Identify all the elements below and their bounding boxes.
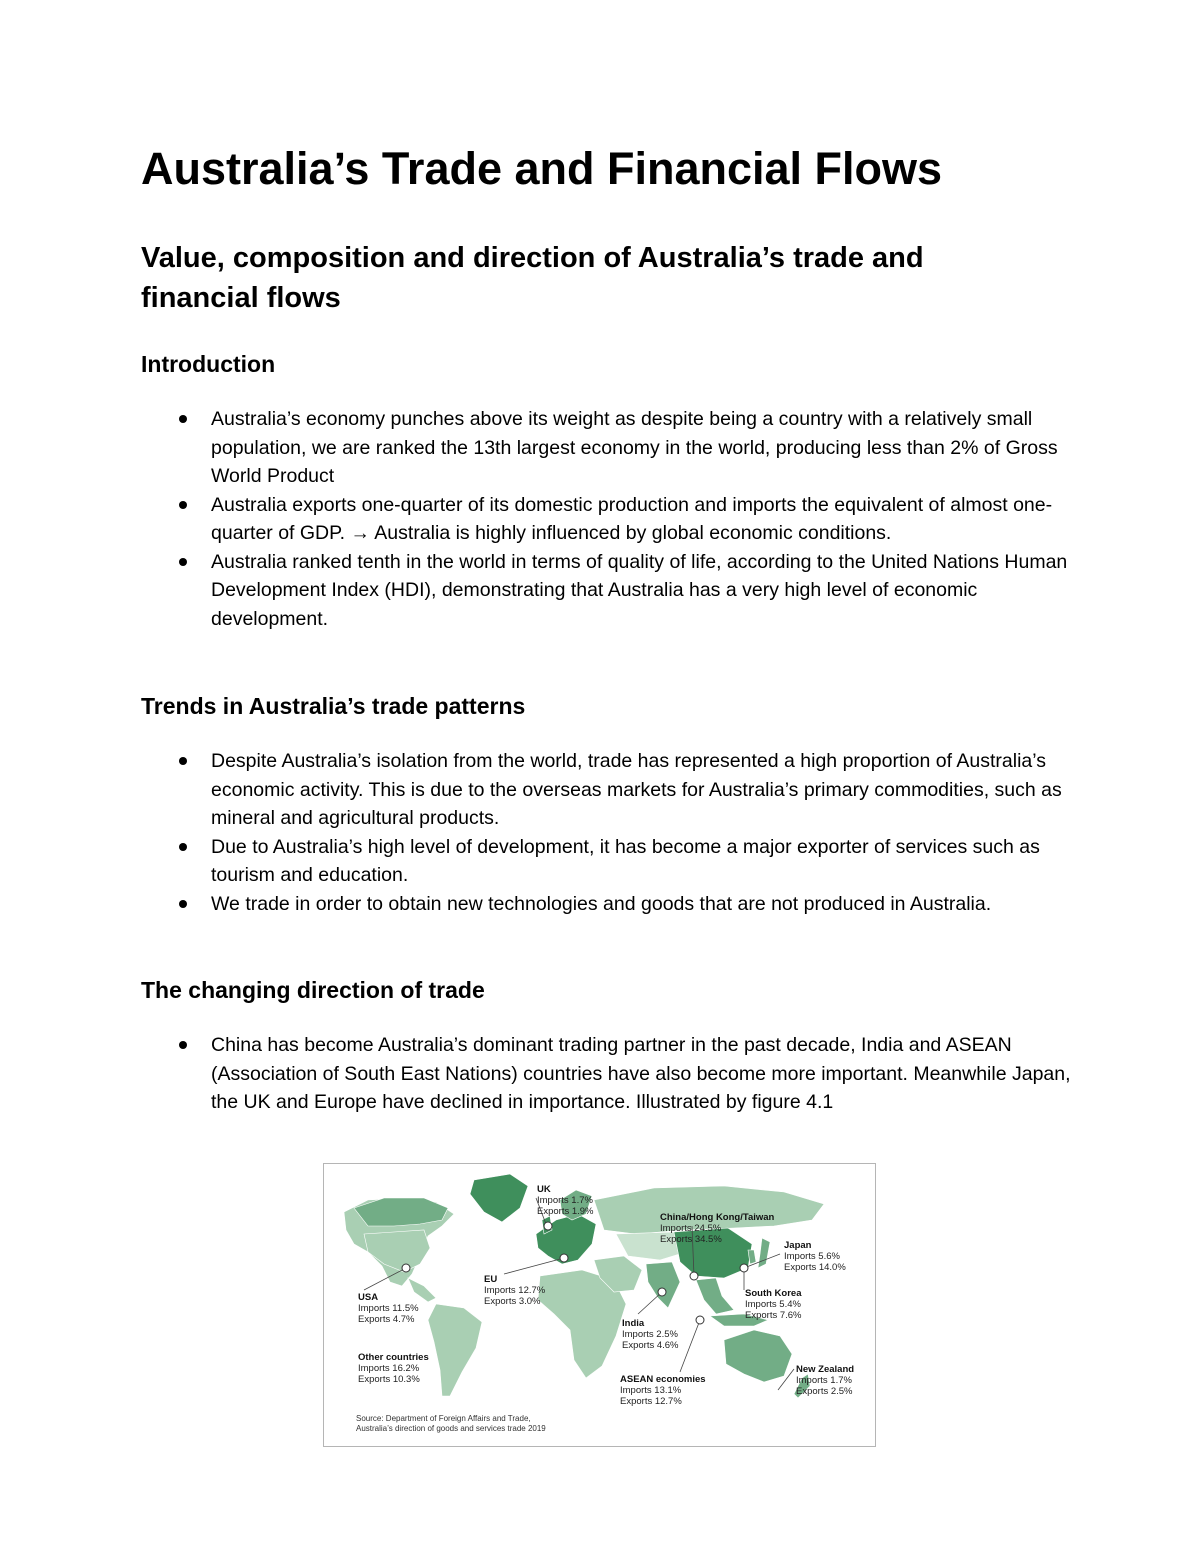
marker-india bbox=[658, 1288, 666, 1296]
figure-source-note bbox=[356, 1414, 546, 1434]
label-asean-imports: Imports 13.1% bbox=[620, 1385, 682, 1396]
map-australia bbox=[724, 1330, 792, 1382]
list-item-text: We trade in order to obtain new technologies and goods that are not produced in Australia. bbox=[211, 892, 992, 915]
direction-list bbox=[141, 1031, 1071, 1117]
figure-source-line-1: Source: Department of Foreign Affairs and Trade, bbox=[356, 1414, 531, 1423]
label-new-zealand-exports: Exports 2.5% bbox=[796, 1386, 853, 1397]
bullet-icon bbox=[179, 900, 187, 908]
label-uk-exports: Exports 1.9% bbox=[537, 1206, 594, 1217]
label-south-korea-name: South Korea bbox=[745, 1288, 802, 1299]
trends-list bbox=[141, 747, 1071, 918]
map-greenland bbox=[470, 1174, 528, 1222]
label-usa-name: USA bbox=[358, 1292, 379, 1303]
label-usa-exports: Exports 4.7% bbox=[358, 1314, 415, 1325]
map-southeast-asia bbox=[696, 1278, 734, 1314]
label-usa-imports: Imports 11.5% bbox=[358, 1303, 419, 1314]
callout-line-india bbox=[638, 1292, 662, 1314]
list-item bbox=[141, 1031, 1071, 1117]
bullet-icon bbox=[179, 558, 187, 566]
list-item-text: China has become Australia’s dominant trading partner in the past decade, India and ASEAN (Association of South East Nations) countries have also become more important. Meanwhile Japan, the UK and Europe have declined in importance. Illustrated by figure 4.1 bbox=[211, 1034, 1071, 1113]
bullet-icon bbox=[179, 843, 187, 851]
label-japan bbox=[784, 1240, 846, 1273]
marker-usa bbox=[402, 1264, 410, 1272]
label-south-korea-imports: Imports 5.4% bbox=[745, 1299, 801, 1310]
list-item bbox=[141, 833, 1071, 890]
label-south-korea bbox=[745, 1288, 802, 1321]
list-item-text: Due to Australia’s high level of development, it has become a major exporter of services such as tourism and education. bbox=[211, 835, 1040, 886]
bullet-icon bbox=[179, 757, 187, 765]
label-new-zealand bbox=[796, 1364, 854, 1397]
list-item bbox=[141, 548, 1071, 634]
marker-japan bbox=[740, 1264, 748, 1272]
introduction-list bbox=[141, 405, 1071, 633]
marker-eu bbox=[560, 1254, 568, 1262]
label-eu-exports: Exports 3.0% bbox=[484, 1296, 541, 1307]
list-item-text: Australia exports one-quarter of its domestic production and imports the equivalent of almost one-quarter of GDP. → Australia is highly influenced by global economic conditions. bbox=[211, 493, 1053, 544]
figure-source-line-2: Australia’s direction of goods and services trade 2019 bbox=[356, 1424, 546, 1433]
label-south-korea-exports: Exports 7.6% bbox=[745, 1310, 802, 1321]
map-south-america bbox=[428, 1304, 482, 1396]
label-new-zealand-name: New Zealand bbox=[796, 1364, 855, 1375]
label-uk bbox=[537, 1184, 594, 1217]
label-asean-name: ASEAN economies bbox=[620, 1374, 706, 1385]
document-subtitle: Value, composition and direction of Australia’s trade and financial flows bbox=[141, 242, 924, 314]
trade-partners-map-figure bbox=[323, 1163, 876, 1447]
section-heading-trends: Trends in Australia’s trade patterns bbox=[141, 693, 526, 719]
label-india-name: India bbox=[622, 1318, 645, 1329]
label-japan-name: Japan bbox=[784, 1240, 812, 1251]
label-india-imports: Imports 2.5% bbox=[622, 1329, 678, 1340]
list-item bbox=[141, 890, 1071, 919]
label-eu-imports: Imports 12.7% bbox=[484, 1285, 546, 1296]
label-japan-exports: Exports 14.0% bbox=[784, 1262, 846, 1273]
list-item bbox=[141, 491, 1071, 548]
label-other-countries-exports: Exports 10.3% bbox=[358, 1374, 420, 1385]
callout-line-asean bbox=[680, 1320, 700, 1372]
label-uk-name: UK bbox=[537, 1184, 551, 1195]
label-asean-exports: Exports 12.7% bbox=[620, 1396, 682, 1407]
map-usa bbox=[364, 1230, 430, 1272]
document-title: Australia’s Trade and Financial Flows bbox=[141, 143, 943, 194]
list-item-text: Australia ranked tenth in the world in terms of quality of life, according to the United Nations Human Development Index (HDI), demonstrating that Australia has a very high level of economic development. bbox=[211, 550, 1068, 630]
list-item-text: Australia’s economy punches above its weight as despite being a country with a relatively small population, we are ranked the 13th largest economy in the world, producing less than 2% of Gross World Product bbox=[211, 408, 1058, 487]
label-japan-imports: Imports 5.6% bbox=[784, 1251, 840, 1262]
label-eu-name: EU bbox=[484, 1274, 498, 1285]
label-china bbox=[660, 1212, 774, 1245]
marker-china bbox=[690, 1272, 698, 1280]
label-usa bbox=[358, 1292, 419, 1325]
list-item bbox=[141, 405, 1071, 491]
label-uk-imports: Imports 1.7% bbox=[537, 1195, 593, 1206]
label-india-exports: Exports 4.6% bbox=[622, 1340, 679, 1351]
label-china-exports: Exports 34.5% bbox=[660, 1234, 722, 1245]
bullet-icon bbox=[179, 501, 187, 509]
label-other-countries-name: Other countries bbox=[358, 1352, 429, 1363]
label-eu bbox=[484, 1274, 545, 1307]
bullet-icon bbox=[179, 415, 187, 423]
section-heading-introduction: Introduction bbox=[141, 351, 276, 377]
label-china-imports: Imports 24.5% bbox=[660, 1223, 722, 1234]
label-china-name: China/Hong Kong/Taiwan bbox=[660, 1212, 775, 1223]
section-heading-direction: The changing direction of trade bbox=[141, 977, 485, 1003]
label-india bbox=[622, 1318, 679, 1351]
marker-asean bbox=[696, 1316, 704, 1324]
label-asean bbox=[620, 1374, 706, 1407]
list-item bbox=[141, 747, 1071, 833]
marker-uk bbox=[544, 1222, 552, 1230]
bullet-icon bbox=[179, 1041, 187, 1049]
list-item-text: Despite Australia’s isolation from the world, trade has represented a high proportion of Australia’s economic activity. This is due to the overseas markets for Australia’s primary commodities, such as mineral and agricultural products. bbox=[211, 750, 1062, 829]
callout-line-eu bbox=[504, 1258, 564, 1274]
label-other-countries bbox=[358, 1352, 429, 1385]
label-other-countries-imports: Imports 16.2% bbox=[358, 1363, 420, 1374]
map-india bbox=[646, 1262, 680, 1308]
label-new-zealand-imports: Imports 1.7% bbox=[796, 1375, 852, 1386]
